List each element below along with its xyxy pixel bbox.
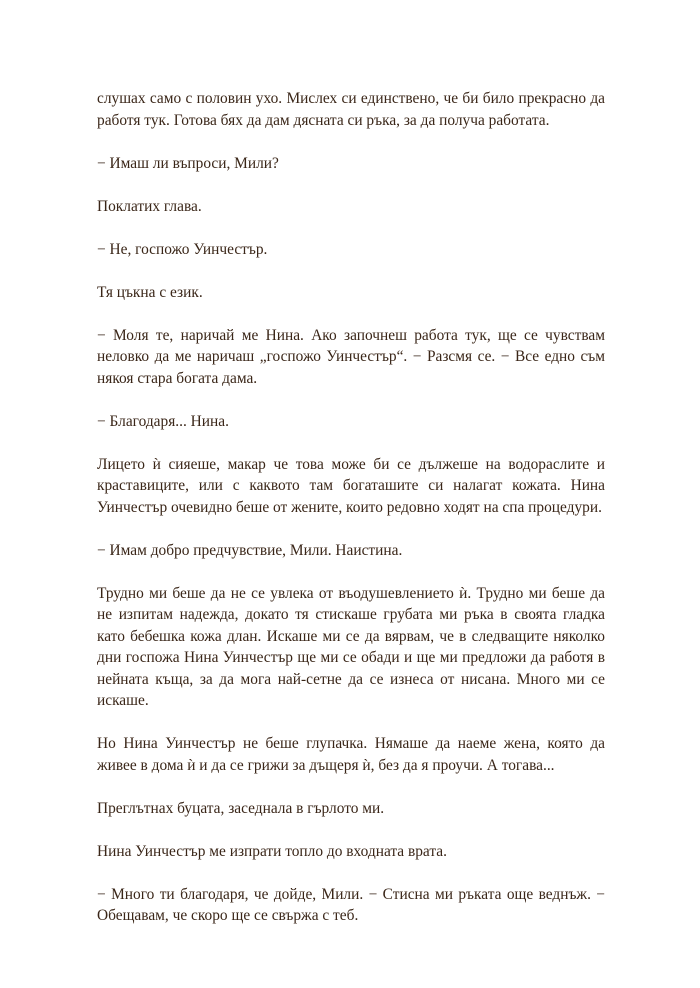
paragraph-8: Нина Уинчестър ме изпрати топло до входната врата. [97, 842, 447, 860]
dialogue-line-4: − Благодаря... Нина. [97, 412, 229, 430]
dialogue-line-2: − Не, госпожо Уинчестър. [97, 240, 268, 258]
text-column [97, 88, 605, 927]
dialogue-line-3: − Моля те, наричай ме Нина. Ако започнеш работа тук, ще се чувствам неловко да ме наричаш „госпожо Уинчестър“. − Разсмя се. − Все едно съм някоя стара богата дама. [97, 326, 605, 387]
dialogue-line-6: − Много ти благодаря, че дойде, Мили. − Стисна ми ръката още веднъж. − Обещавам, че скоро ще се свържа с теб. [97, 885, 605, 924]
paragraph-4: Лицето ѝ сияеше, макар че това може би се дължеше на водораслите и краставиците, или с каквото там богаташите си налагат кожата. Нина Уинчестър очевидно беше от жените, които редовно ходят на спа процедури. [97, 455, 605, 516]
dialogue-line-1: − Имаш ли въпроси, Мили? [97, 154, 279, 172]
paragraph-6: Но Нина Уинчестър не беше глупачка. Нямаше да наеме жена, която да живее в дома ѝ и да се грижи за дъщеря ѝ, без да я проучи. А тогава... [97, 735, 605, 774]
paragraph-2: Поклатих глава. [97, 197, 202, 215]
dialogue-line-5: − Имам добро предчувствие, Мили. Наистина. [97, 541, 403, 559]
paragraph-5: Трудно ми беше да не се увлека от въодушевлението ѝ. Трудно ми беше да не изпитам надежда, докато тя стискаше грубата ми ръка в своята гладка като бебешка кожа длан. Искаше ми се да вярвам, че в следващите няколко дни госпожа Нина Уинчестър ще ми се обади и ще ми предложи да работя в нейната къща, за да мога най-сетне да се изнеса от нисана. Много ми се искаше. [97, 584, 605, 709]
paragraph-3: Тя цъкна с език. [97, 283, 203, 301]
paragraph-7: Преглътнах буцата, заседнала в гърлото ми. [97, 799, 385, 817]
paragraph-1: слушах само с половин ухо. Мислех си единствено, че би било прекрасно да работя тук. Готова бях да дам дясната си ръка, за да получа работата. [97, 90, 605, 129]
